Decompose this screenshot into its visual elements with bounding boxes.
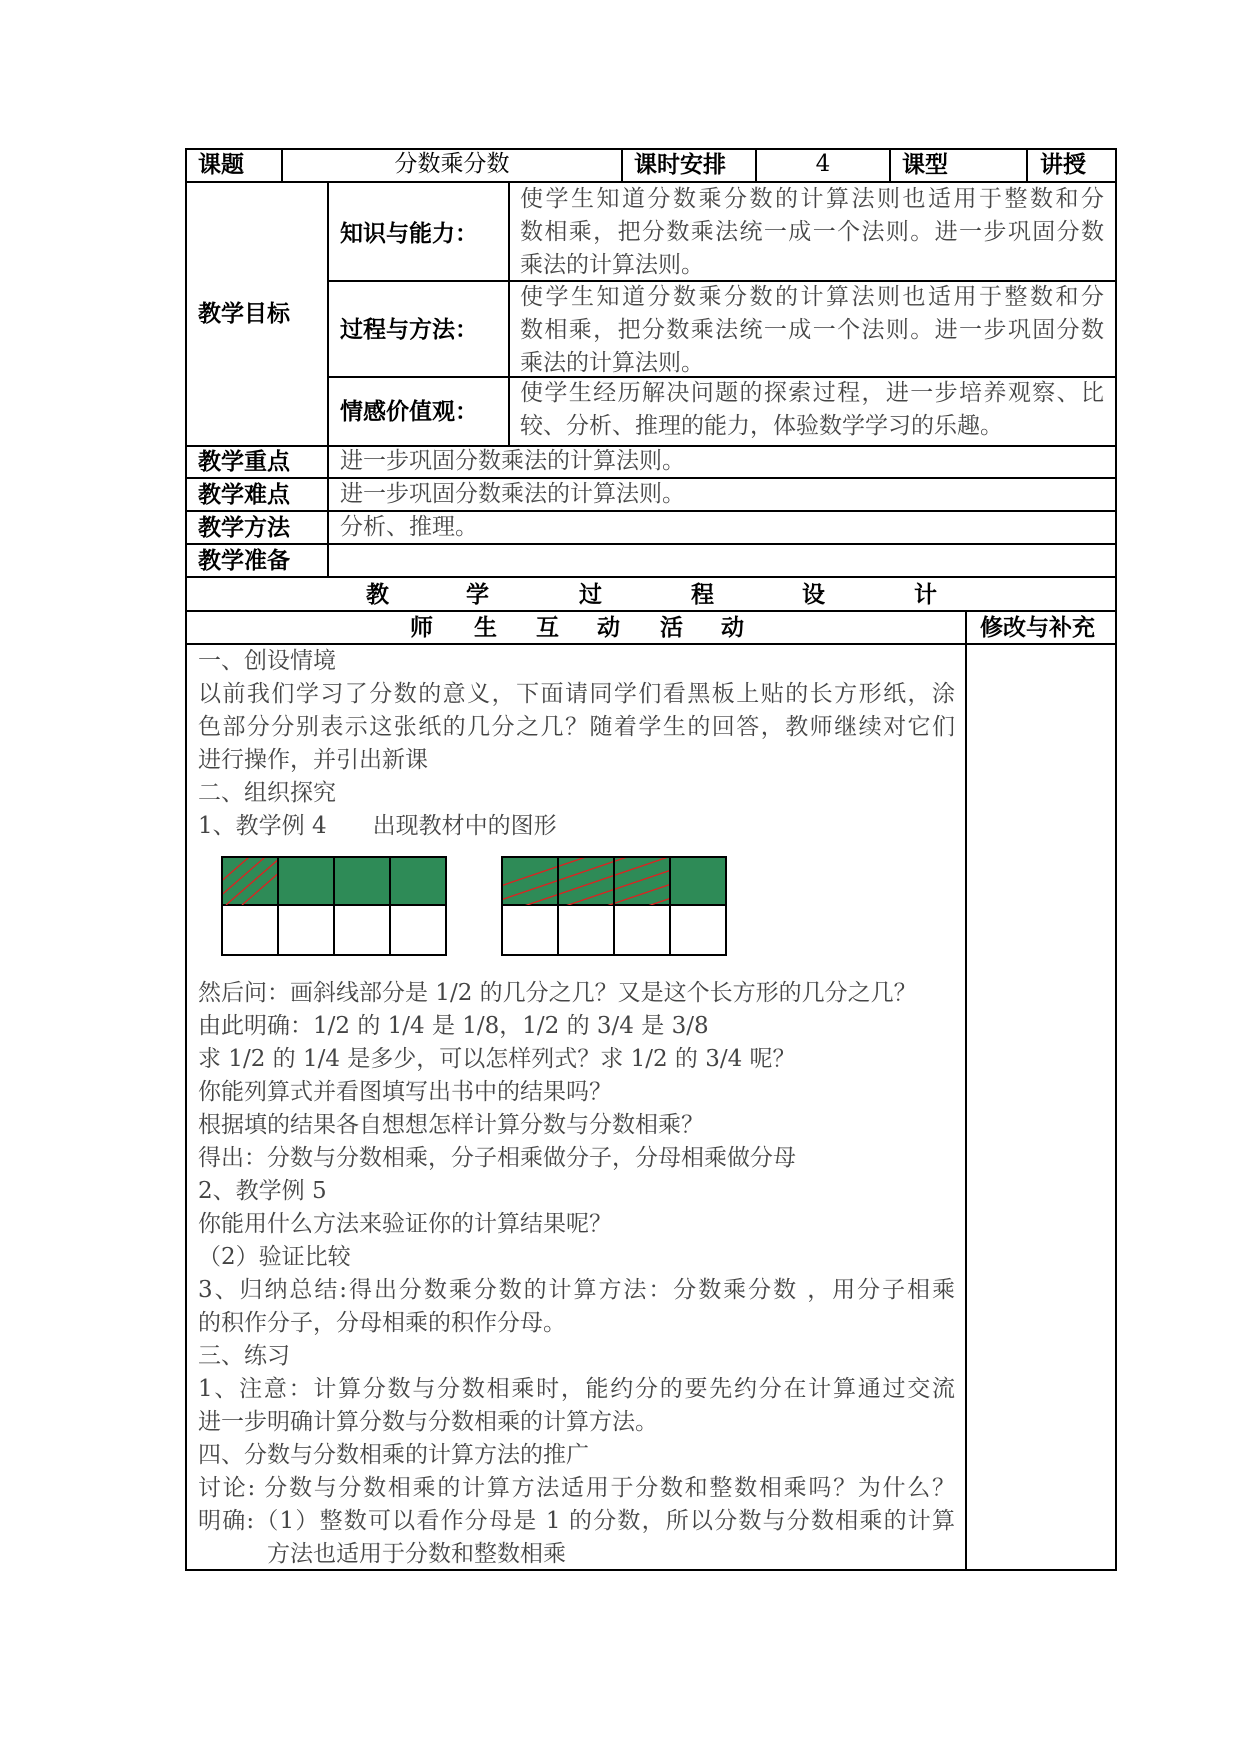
focus-label: 教学重点: [198, 448, 290, 475]
section-2-heading: 二、组织探究: [198, 780, 336, 806]
question-line: 然后问：画斜线部分是 1/2 的几分之几？又是这个长方形的几分之几？: [198, 980, 917, 1006]
section-3-heading: 三、练习: [198, 1343, 290, 1369]
objectives-label: 教学目标: [198, 300, 290, 327]
conclusion-line: 得出：分数与分数相乘，分子相乘做分子，分母相乘做分母: [198, 1145, 796, 1171]
example-4-heading: 1、教学例 4 出现教材中的图形: [198, 813, 557, 839]
topic-value: 分数乘分数: [394, 151, 510, 177]
objective-text-process: 使学生知道分数乘分数的计算法则也适用于整数和分 数相乘，把分数乘法统一成一个法则。进一步巩固分数: [520, 284, 1104, 343]
think-line: 根据填的结果各自想想怎样计算分数与分数相乘？: [198, 1112, 704, 1138]
objective-text-knowledge-end: 乘法的计算法则。: [520, 252, 704, 278]
schedule-label: 课时安排: [634, 151, 726, 178]
section-4-heading: 四、分数与分数相乘的计算方法的推广: [198, 1442, 589, 1468]
objective-text-emotion: 使学生经历解决问题的探索过程，进一步培养观察、比: [520, 380, 1104, 406]
example-5-heading: 2、教学例 5: [198, 1178, 327, 1204]
formula-question-line: 求 1/2 的 1/4 是多少，可以怎样列式？求 1/2 的 3/4 呢？: [198, 1046, 796, 1072]
preparation-label: 教学准备: [198, 547, 290, 574]
clarify-2-line-end: 方法也适用于分数和整数相乘: [198, 1541, 566, 1567]
fill-book-line: 你能列算式并看图填写出书中的结果吗？: [198, 1079, 612, 1105]
practice-paragraph: 1、注意：计算分数与分数相乘时，能约分的要先约分在计算通过交流: [198, 1376, 955, 1402]
objective-text-process-end: 乘法的计算法则。: [520, 350, 704, 376]
notes-title: 修改与补充: [980, 614, 1095, 641]
verify-compare-line: （2）验证比较: [198, 1244, 351, 1270]
objective-text-knowledge: 使学生知道分数乘分数的计算法则也适用于整数和分 数相乘，把分数乘法统一成一个法则。进一步巩固分数: [520, 186, 1104, 245]
difficulty-label: 教学难点: [198, 481, 290, 508]
method-value: 分析、推理。: [340, 514, 478, 540]
verify-question-line: 你能用什么方法来验证你的计算结果呢？: [198, 1211, 612, 1237]
clarify-line: 由此明确：1/2 的 1/4 是 1/8，1/2 的 3/4 是 3/8: [198, 1013, 709, 1039]
type-label: 课型: [902, 151, 948, 178]
practice-paragraph-end: 进一步明确计算分数与分数相乘的计算方法。: [198, 1409, 658, 1435]
figure-right: [500, 855, 730, 959]
summary-paragraph: 3、归纳总结:得出分数乘分数的计算方法：分数乘分数 ，用分子相乘: [198, 1277, 955, 1303]
intro-paragraph: 以前我们学习了分数的意义，下面请同学们看黑板上贴的长方形纸，涂 色部分分别表示这张纸的几分之几？随着学生的回答，教师继续对它们: [198, 681, 955, 740]
type-value: 讲授: [1040, 151, 1086, 178]
difficulty-value: 进一步巩固分数乘法的计算法则。: [340, 481, 685, 507]
objective-label-knowledge: 知识与能力：: [340, 220, 478, 247]
objective-label-emotion: 情感价值观：: [340, 398, 478, 425]
topic-label: 课题: [198, 151, 244, 178]
intro-paragraph-end: 进行操作，并引出新课: [198, 747, 428, 773]
section-1-heading: 一、创设情境: [198, 648, 336, 674]
discussion-line: 讨论: 分数与分数相乘的计算方法适用于分数和整数相乘吗？为什么？: [198, 1475, 955, 1501]
focus-value: 进一步巩固分数乘法的计算法则。: [340, 448, 685, 474]
objective-label-process: 过程与方法：: [340, 316, 478, 343]
clarify-2-line: 明确:（1）整数可以看作分母是 1 的分数，所以分数与分数相乘的计算: [198, 1508, 955, 1534]
summary-paragraph-end: 的积作分子，分母相乘的积作分母。: [198, 1310, 566, 1336]
objective-text-emotion-end: 较、分析、推理的能力，体验数学学习的乐趣。: [520, 413, 1003, 439]
schedule-value: 4: [815, 151, 831, 177]
figure-left: [220, 855, 450, 959]
method-label: 教学方法: [198, 514, 290, 541]
